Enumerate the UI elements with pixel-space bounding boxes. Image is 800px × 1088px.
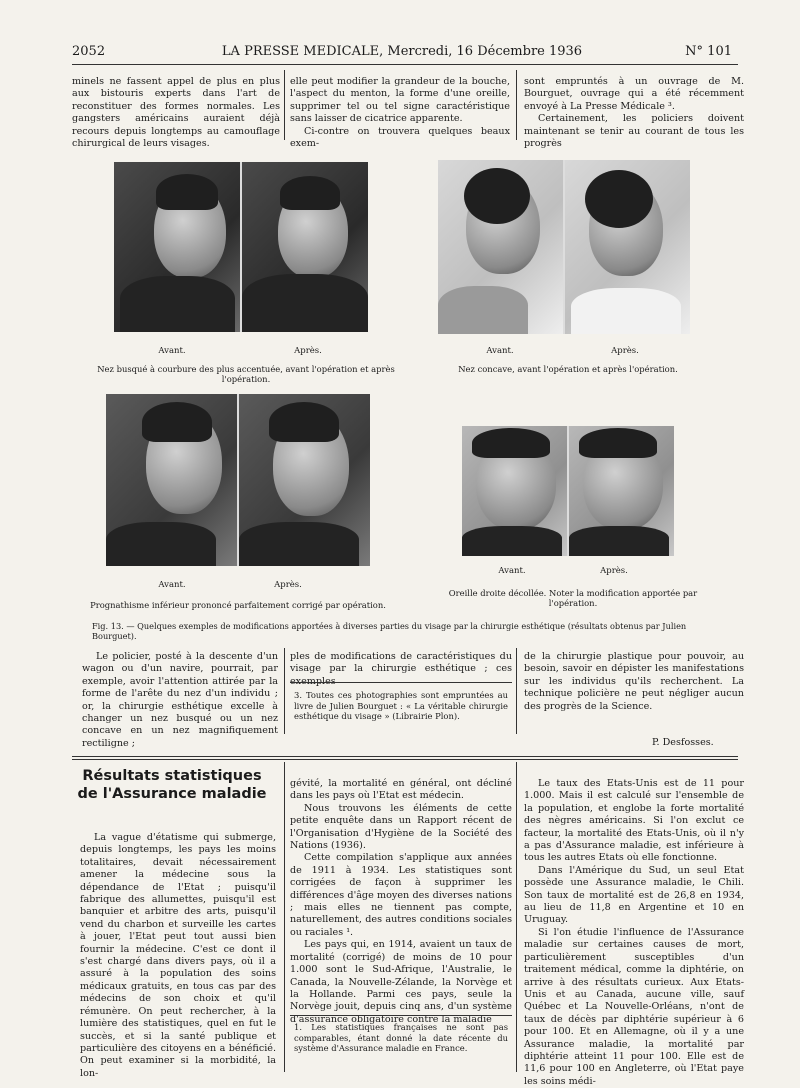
- top-column-2: [290, 76, 510, 150]
- middle-column-1: [82, 651, 278, 750]
- photo-after: [242, 162, 368, 332]
- top-column-1: [72, 76, 280, 150]
- page-number: 2052: [72, 44, 106, 59]
- middle-col3-text: de la chirurgie plastique pour pouvoir, au besoin, savoir en dépister les manifestations sur les individus qu'ils recherchent. La technique policière ne peut négliger aucun des progrès de la Science.: [524, 651, 744, 712]
- article-column-1: [80, 832, 276, 1080]
- top-col3-text-2: Certainement, les policiers doivent maintenant se tenir au courant de tous les progrès: [524, 113, 744, 150]
- column-divider: [516, 762, 517, 1072]
- top-column-3: [524, 76, 744, 150]
- photo3-before-label: Avant.: [158, 580, 186, 590]
- photo3-caption: Prognathisme inférieur prononcé parfaitement corrigé par opération.: [90, 600, 386, 610]
- column-divider: [516, 70, 517, 140]
- photo-after: [239, 394, 370, 566]
- photo-before: [462, 426, 567, 556]
- photo4-after-label: Après.: [600, 566, 628, 576]
- top-col2-text-2: Ci-contre on trouvera quelques beaux exem-: [290, 125, 510, 150]
- photo1-before-label: Avant.: [158, 346, 186, 356]
- page-header: [72, 44, 732, 66]
- article-col3-text-3: Si l'on étudie l'influence de l'Assurance maladie sur certaines causes de mort, particulièrement susceptibles d'un traitement médical, comme la diphtérie, on arrive à des résultats curieux. Aux Etats-Unis et au Canada, aucune ville, sauf Québec et La Nouvelle-Orléans, n'ont de taux de décès par diphtérie supérieur à 6 pour 100. Et en Allemagne, où il y a une Assurance maladie, la mortalité par diphtérie atteint 11 pour 100. Elle est de 11,6 pour 100 en Angleterre, où l'Etat paye les soins médi-: [524, 926, 744, 1087]
- middle-col1-text: Le policier, posté à la descente d'un wagon ou d'un navire, pourrait, par exemple, avoir l'attention attirée par la forme de l'arête du nez d'un individu ; or, la chirurgie esthétique excelle à changer un nez busqué ou un nez concave en un nez magnifiquement rectiligne ;: [82, 651, 278, 749]
- figure-caption: Fig. 13. — Quelques exemples de modifications apportées à diverses parties du visage par la chirurgie esthétique (résultats obtenus par Julien Bourguet).: [92, 621, 687, 641]
- section-rule: [72, 756, 738, 757]
- middle-footnote: 3. Toutes ces photographies sont empruntées au livre de Julien Bourguet : « La véritable chirurgie esthétique du visage » (Librairie Plon).: [294, 690, 508, 721]
- article-footnote: 1. Les statistiques françaises ne sont pas comparables, étant donné la date récente du système d'Assurance maladie en France.: [294, 1022, 508, 1053]
- top-col1-text: minels ne fassent appel de plus en plus aux bistouris experts dans l'art de reconstituer des formes normales. Les gangsters américains auraient déjà recours depuis longtemps au camouflage chirurgical de leurs visages.: [72, 76, 280, 150]
- photo-before: [114, 162, 240, 332]
- article-title-line-1: Résultats statistiques: [82, 768, 262, 784]
- footnote-rule: [290, 1015, 512, 1016]
- article-title-line-2: de l'Assurance maladie: [77, 786, 267, 802]
- article-col1-text: La vague d'étatisme qui submerge, depuis longtemps, les pays les moins totalitaires, devait nécessairement amener la médecine sous la dépendance de l'Etat ; puisqu'il fabrique des allumettes, puisqu'il est banquier et arbitre des arts, puisqu'il vend du charbon et surveille les cartes à jouer, l'Etat peut tout aussi bien fournir la médecine. C'est ce dont il s'est chargé dans divers pays, où il a assuré à la population des soins médicaux gratuits, en tous cas par des médecins de son choix et qu'il rémunère. On peut rechercher, à la lumière des statistiques, quel en fut le succès, et si la santé publique et particulière des citoyens en a bénéficié. On peut examiner si la morbidité, la lon-: [80, 832, 276, 1079]
- middle-column-3: [524, 651, 744, 713]
- article-col2-text-4: Les pays qui, en 1914, avaient un taux de mortalité (corrigé) de moins de 10 pour 1.000 sont le Sud-Afrique, l'Australie, le Canada, la Nouvelle-Zélande, la Norvège et la Hollande. Parmi ces pays, seule la Norvège jouit, depuis cinq ans, d'un système d'assurance obligatoire contre la maladie: [290, 939, 512, 1025]
- photo4-before-label: Avant.: [498, 566, 526, 576]
- article-col2-text-1: gévité, la mortalité en général, ont décliné dans les pays où l'Etat est médecin.: [290, 778, 512, 802]
- header-rule: [72, 64, 738, 65]
- column-divider: [284, 762, 285, 1072]
- article-column-2: [290, 778, 512, 1026]
- signature: P. Desfosses.: [652, 737, 714, 748]
- photo2-after-label: Après.: [611, 346, 639, 356]
- photo1-after-label: Après.: [294, 346, 322, 356]
- top-col3-text-1: sont empruntés à un ouvrage de M. Bourguet, ouvrage qui a été récemment envoyé à La Presse Médicale ³.: [524, 76, 744, 112]
- column-divider: [516, 648, 517, 734]
- column-divider: [284, 70, 285, 140]
- middle-col2-text: ples de modifications de caractéristiques du visage par la chirurgie esthétique ; ces exemples: [290, 651, 512, 687]
- article-title: [72, 767, 272, 803]
- footnote-rule: [290, 682, 512, 683]
- photo2-caption: Nez concave, avant l'opération et après l'opération.: [458, 364, 678, 374]
- article-column-3: [524, 778, 744, 1088]
- article-col3-text-2: Dans l'Amérique du Sud, un seul Etat possède une Assurance maladie, le Chili. Son taux de mortalité est de 26,8 en 1934, au lieu de 11,8 en Argentine et 10 en Uruguay.: [524, 864, 744, 926]
- photo2-before-label: Avant.: [486, 346, 514, 356]
- photo3-after-label: Après.: [274, 580, 302, 590]
- section-rule: [72, 759, 738, 760]
- journal-title: LA PRESSE MEDICALE, Mercredi, 16 Décembre 1936: [221, 44, 583, 59]
- top-col2-text-1: elle peut modifier la grandeur de la bouche, l'aspect du menton, la forme d'une oreille, supprimer tel ou tel signe caractéristique sans laisser de cicatrice apparente.: [290, 76, 510, 125]
- photo-before: [106, 394, 237, 566]
- article-col2-text-2: Nous trouvons les éléments de cette petite enquête dans un Rapport récent de l'Organisation d'Hygiène de la Société des Nations (1936).: [290, 802, 512, 852]
- photo-pair-1: [114, 162, 368, 332]
- article-col3-text-1: Le taux des Etats-Unis est de 11 pour 1.000. Mais il est calculé sur l'ensemble de la population, et englobe la forte mortalité des nègres américains. Si l'on exclut ce facteur, la mortalité des Etats-Unis, où il n'y a pas d'Assurance maladie, est inférieure à tous les autres Etats où elle fonctionne.: [524, 778, 744, 864]
- column-divider: [284, 648, 285, 734]
- photo-after: [569, 426, 674, 556]
- issue-number: N° 101: [685, 44, 732, 59]
- photo-pair-3: [106, 394, 370, 566]
- photo4-caption: Oreille droite décollée. Noter la modification apportée par l'opération.: [448, 588, 698, 608]
- photo-after: [565, 160, 690, 334]
- photo1-caption: Nez busqué à courbure des plus accentuée, avant l'opération et après l'opération.: [97, 364, 395, 384]
- photo-before: [438, 160, 563, 334]
- photo-pair-2: [438, 160, 690, 334]
- photo-pair-4: [462, 426, 674, 556]
- article-col2-text-3: Cette compilation s'applique aux années de 1911 à 1934. Les statistiques sont corrigées de façon à supprimer les différences d'âge moyen des diverses nations ; mais elles ne tiennent pas compte, naturellement, des autres conditions sociales ou raciales ¹.: [290, 852, 512, 938]
